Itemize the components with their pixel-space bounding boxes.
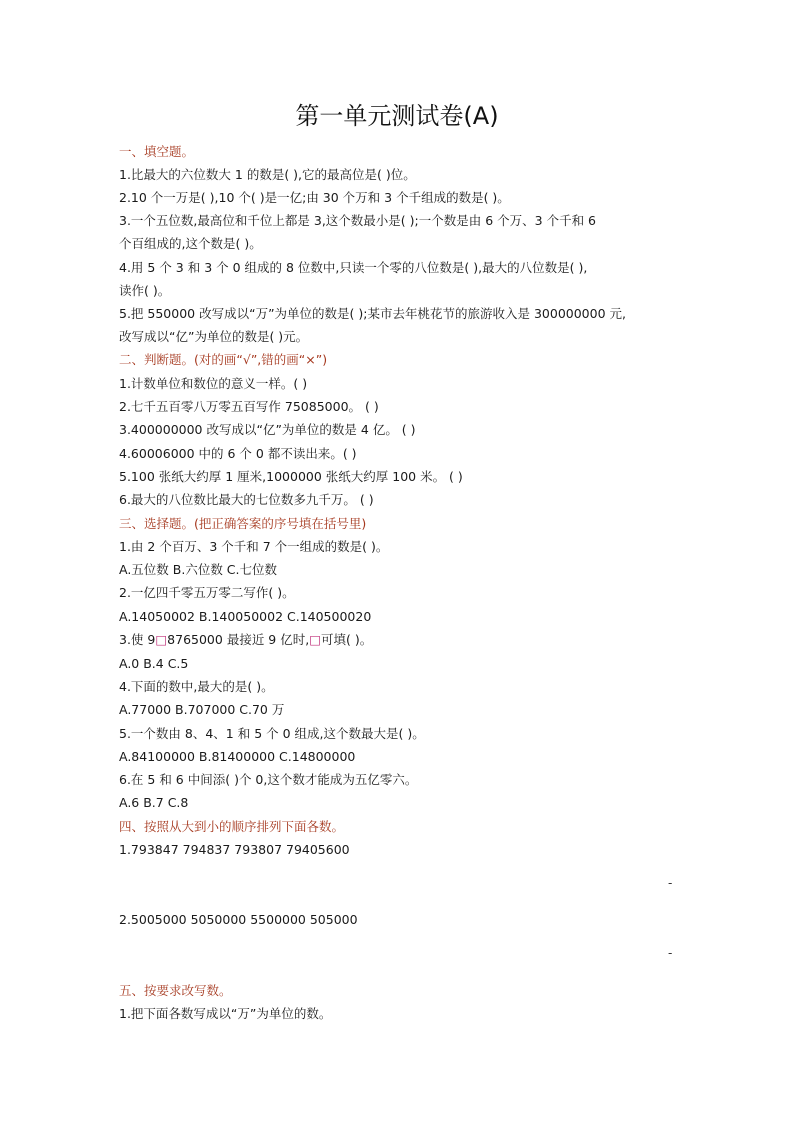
judge-item: 1.计数单位和数位的意义一样。( ) [119,376,308,391]
blank-box-icon: □ [309,632,322,647]
section-4-heading: 四、按照从大到小的顺序排列下面各数。 [119,819,345,834]
choice-options-3: A.0 B.4 C.5 [119,656,189,671]
fill-question-5-line-1: 5.把 550000 改写成以“万”为单位的数是( );某市去年桃花节的旅游收入是 300000000 元, [119,306,626,321]
fill-question-3-line-2: 个百组成的,这个数是( )。 [119,236,262,251]
section-5-heading: 五、按要求改写数。 [119,983,232,998]
fill-question-4-line-1: 4.用 5 个 3 和 3 个 0 组成的 8 位数中,只读一个零的八位数是( ),最大的八位数是( ), [119,260,588,275]
choice-question-6: 6.在 5 和 6 中间添( )个 0,这个数才能成为五亿零六。 [119,772,418,787]
choice-options-5: A.84100000 B.81400000 C.14800000 [119,749,356,764]
blank-box-icon: □ [155,632,168,647]
judge-item: 3.400000000 改写成以“亿”为单位的数是 4 亿。 ( ) [119,422,416,437]
section-3-heading: 三、选择题。(把正确答案的序号填在括号里) [119,516,367,531]
judge-item: 2.七千五百零八万零五百写作 75085000。 ( ) [119,399,379,414]
choice-options-1: A.五位数 B.六位数 C.七位数 [119,562,278,577]
rewrite-question-1: 1.把下面各数写成以“万”为单位的数。 [119,1006,332,1021]
choice-options-2: A.14050002 B.140050002 C.140500020 [119,609,372,624]
section-2-heading: 二、判断题。(对的画“√”,错的画“×”) [119,352,328,367]
choice-options-6: A.6 B.7 C.8 [119,795,189,810]
choice-question-2: 2.一亿四千零五万零二写作( )。 [119,585,295,600]
fill-question-1: 1.比最大的六位数大 1 的数是( ),它的最高位是( )位。 [119,167,416,182]
choice-question-3 [119,628,689,651]
page-title: 第一单元测试卷(A) [295,102,499,130]
section-1-heading: 一、填空题。 [119,144,195,159]
answer-line-mark: - [668,946,673,960]
order-question-2: 2.5005000 5050000 5500000 505000 [119,912,358,927]
fill-question-2: 2.10 个一万是( ),10 个( )是一亿;由 30 个万和 3 个千组成的数是( )。 [119,190,510,205]
choice-question-3-part-a: 3.使 9 [119,632,156,647]
choice-question-5: 5.一个数由 8、4、1 和 5 个 0 组成,这个数最大是( )。 [119,726,425,741]
choice-question-1: 1.由 2 个百万、3 个千和 7 个一组成的数是( )。 [119,539,389,554]
choice-options-4: A.77000 B.707000 C.70 万 [119,702,285,717]
choice-question-4: 4.下面的数中,最大的是( )。 [119,679,274,694]
judge-item: 4.60006000 中的 6 个 0 都不读出来。( ) [119,446,357,461]
fill-question-4-line-2: 读作( )。 [119,283,171,298]
judge-item: 5.100 张纸大约厚 1 厘米,1000000 张纸大约厚 100 米。 ( ) [119,469,463,484]
fill-question-5-line-2: 改写成以“亿”为单位的数是( )元。 [119,329,309,344]
judge-item: 6.最大的八位数比最大的七位数多九千万。 ( ) [119,492,374,507]
order-question-1: 1.793847 794837 793807 79405600 [119,842,350,857]
choice-question-3-part-b: 8765000 最接近 9 亿时, [167,632,310,647]
choice-question-3-part-c: 可填( )。 [321,632,373,647]
answer-line-mark: - [668,876,673,890]
fill-question-3-line-1: 3.一个五位数,最高位和千位上都是 3,这个数最小是( );一个数是由 6 个万、3 个千和 6 [119,213,596,228]
